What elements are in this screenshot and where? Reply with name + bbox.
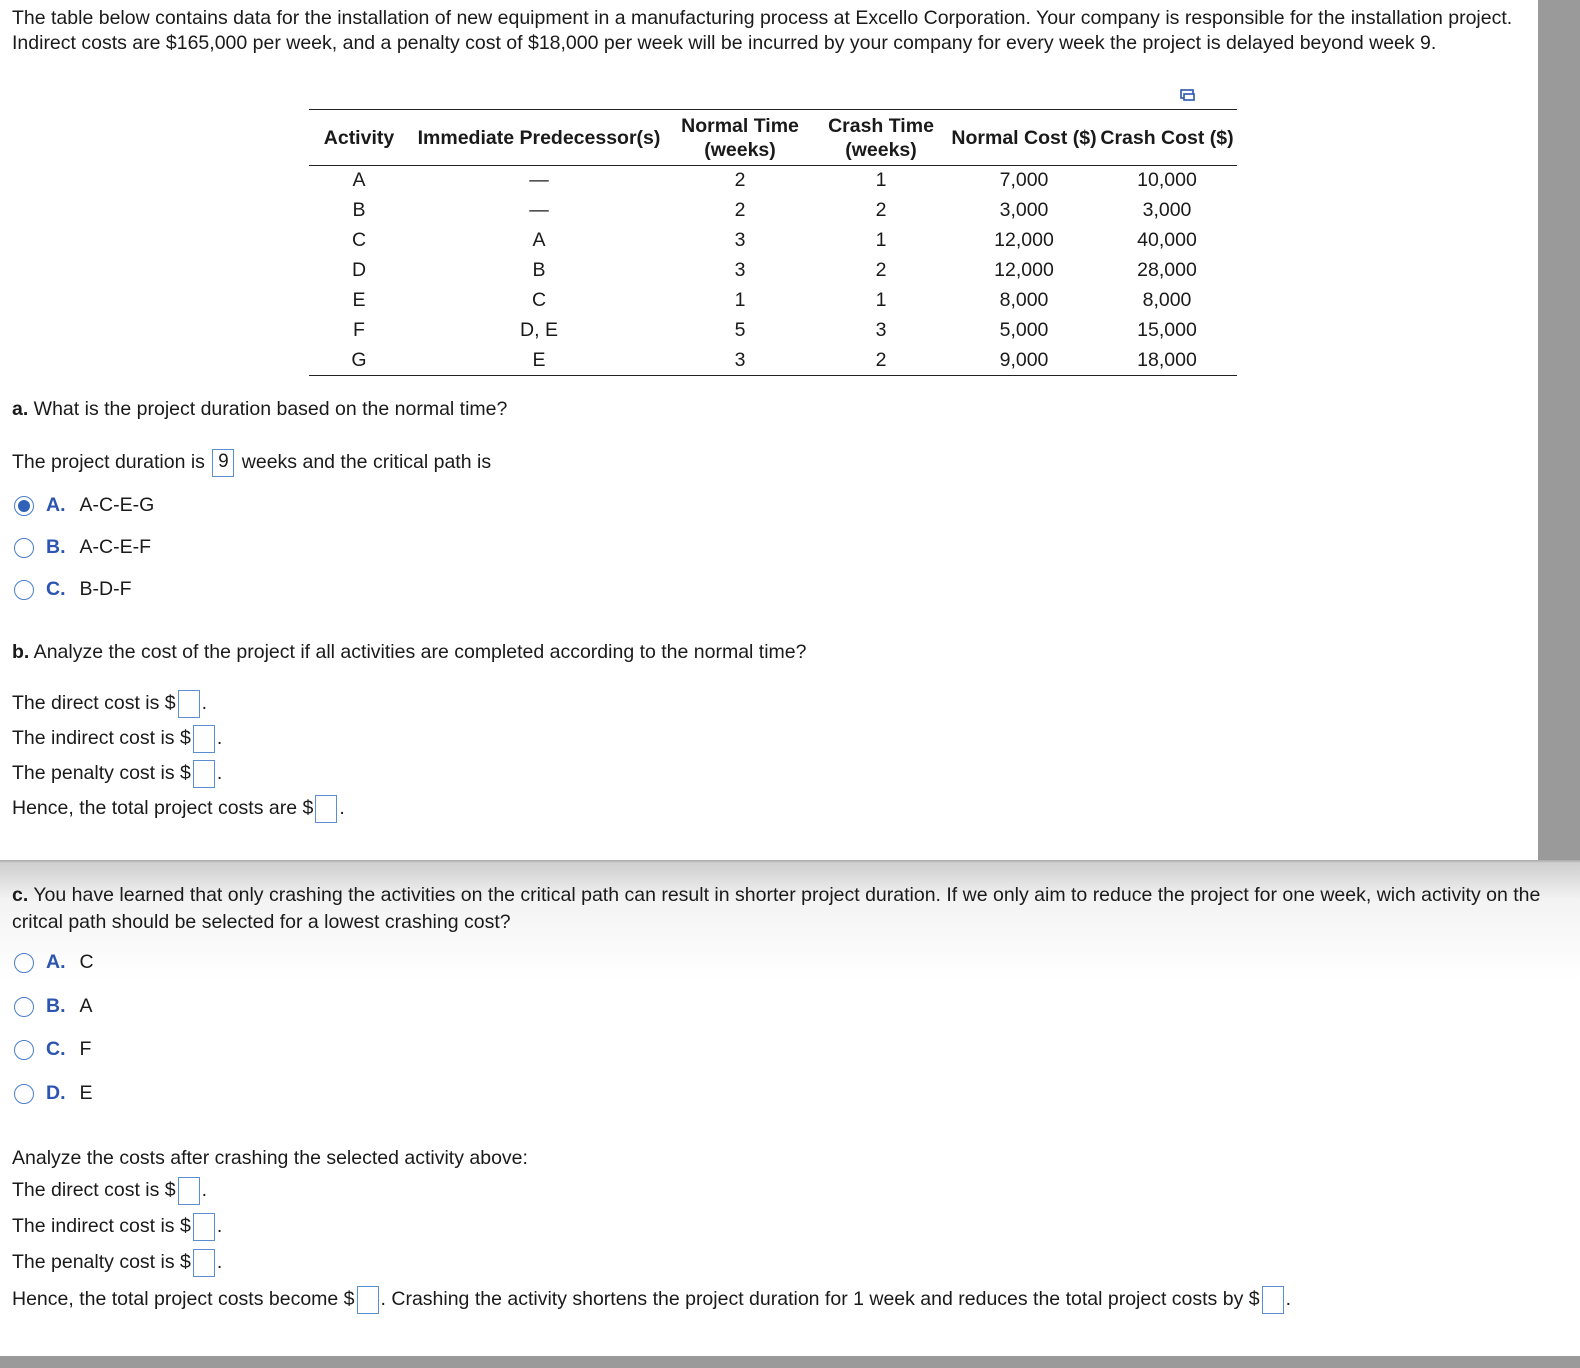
- cell-crash-time: 1: [875, 289, 887, 311]
- cell-normal-time: 2: [734, 169, 746, 192]
- header-normal-cost: Normal Cost ($): [951, 126, 1097, 149]
- part-c-option-4[interactable]: [14, 1082, 93, 1105]
- cell-normal-cost: 8,000: [999, 289, 1049, 311]
- table-row: [309, 316, 1237, 346]
- table-header-row: [309, 110, 1237, 166]
- option-letter: B.: [46, 536, 66, 558]
- radio-button[interactable]: [14, 1084, 34, 1104]
- option-letter: C.: [46, 578, 66, 600]
- radio-button[interactable]: [14, 997, 34, 1017]
- table-row: [309, 256, 1237, 286]
- duration-answer-box[interactable]: 9: [212, 449, 234, 477]
- part-a-question: a. What is the project duration based on the normal time?: [12, 398, 508, 420]
- option-letter: D.: [46, 1082, 66, 1104]
- part-c-analyze-heading: Analyze the costs after crashing the selected activity above:: [12, 1147, 528, 1169]
- part-b-question: b. Analyze the cost of the project if all activities are completed according to the normal time?: [12, 641, 807, 663]
- problem-intro: The table below contains data for the installation of new equipment in a manufacturing process at Excello Corporation. Your company is responsible for the installation project. Indirect costs are $165,000 per week, and a penalty cost of $18,000 per week will be incurred by your company for every week the project is delayed beyond week 9.: [12, 7, 1513, 54]
- part-b-direct-line: The direct cost is $ .: [12, 690, 207, 718]
- b-total-cost-input[interactable]: [315, 795, 337, 823]
- header-predecessors: Immediate Predecessor(s): [417, 126, 661, 149]
- table-row: [309, 196, 1237, 226]
- part-c-total-line: Hence, the total project costs become $ . Crashing the activity shortens the project duration for 1 week and reduces the total project costs by $ .: [12, 1286, 1291, 1314]
- cell-crash-time: 1: [875, 169, 887, 192]
- cell-predecessors: A: [532, 229, 546, 251]
- part-c-option-3[interactable]: [14, 1038, 91, 1061]
- b-direct-cost-input[interactable]: [178, 690, 200, 718]
- cell-normal-time: 5: [734, 319, 746, 341]
- part-b-penalty-line: The penalty cost is $ .: [12, 760, 222, 788]
- copy-table-icon[interactable]: [1180, 89, 1196, 101]
- part-b-indirect-line: The indirect cost is $ .: [12, 725, 222, 753]
- cell-crash-cost: 3,000: [1142, 199, 1192, 221]
- cell-activity: C: [351, 229, 367, 251]
- option-text: A-C-E-G: [79, 494, 155, 516]
- table-row: [309, 286, 1237, 316]
- option-letter: B.: [46, 995, 66, 1017]
- cell-crash-time: 3: [875, 319, 887, 341]
- cell-predecessors: —: [529, 169, 549, 192]
- part-a-option-1[interactable]: [14, 494, 154, 517]
- cell-predecessors: E: [532, 348, 546, 371]
- cell-activity: B: [352, 199, 366, 221]
- cell-activity: D: [351, 259, 367, 281]
- b-penalty-cost-input[interactable]: [193, 760, 215, 788]
- cell-normal-time: 1: [734, 289, 746, 311]
- c-cost-reduction-input[interactable]: [1262, 1286, 1284, 1314]
- activity-table: [309, 109, 1237, 376]
- part-c-question: c. You have learned that only crashing the activities on the critical path can result in shorter project duration. If we only aim to reduce the project for one week, wich activity on the critcal path should be selected for a lowest crashing cost?: [12, 884, 1541, 933]
- cell-crash-time: 1: [875, 229, 887, 251]
- header-normal-time: Normal Time (weeks): [681, 114, 799, 161]
- radio-button[interactable]: [14, 496, 34, 516]
- cell-crash-cost: 15,000: [1137, 319, 1197, 341]
- header-crash-time: Crash Time (weeks): [828, 114, 934, 161]
- header-crash-cost: Crash Cost ($): [1100, 126, 1234, 149]
- cell-normal-cost: 12,000: [994, 229, 1054, 251]
- cell-crash-time: 2: [875, 259, 887, 281]
- cell-activity: A: [352, 169, 366, 192]
- c-indirect-cost-input[interactable]: [193, 1213, 215, 1241]
- cell-predecessors: —: [529, 199, 549, 221]
- bottom-scrollbar[interactable]: [0, 1356, 1580, 1368]
- part-c-penalty-line: The penalty cost is $ .: [12, 1249, 222, 1277]
- option-text: F: [79, 1038, 92, 1060]
- part-c-indirect-line: The indirect cost is $ .: [12, 1213, 222, 1241]
- part-a-duration-line: The project duration is 9 weeks and the critical path is: [12, 449, 491, 477]
- cell-activity: G: [351, 348, 367, 371]
- scrollbar[interactable]: [1538, 0, 1580, 862]
- c-direct-cost-input[interactable]: [178, 1177, 200, 1205]
- cell-activity: F: [353, 319, 365, 341]
- radio-selected-dot: [18, 500, 30, 512]
- option-letter: A.: [46, 951, 66, 973]
- option-letter: C.: [46, 1038, 66, 1060]
- cell-predecessors: D, E: [520, 319, 558, 341]
- cell-crash-cost: 18,000: [1137, 348, 1197, 371]
- option-letter: A.: [46, 494, 66, 516]
- cell-normal-time: 3: [734, 259, 746, 281]
- cell-normal-cost: 5,000: [999, 319, 1049, 341]
- radio-button[interactable]: [14, 1040, 34, 1060]
- cell-crash-cost: 8,000: [1142, 289, 1192, 311]
- cell-normal-cost: 7,000: [999, 169, 1049, 192]
- table-row: [309, 346, 1237, 376]
- option-text: A-C-E-F: [79, 536, 151, 558]
- part-c-option-1[interactable]: [14, 951, 94, 974]
- table-row: [309, 226, 1237, 256]
- cell-predecessors: C: [531, 289, 547, 311]
- option-text: C: [79, 951, 94, 973]
- cell-normal-time: 3: [734, 348, 746, 371]
- cell-activity: E: [352, 289, 366, 311]
- part-b-total-line: Hence, the total project costs are $ .: [12, 795, 345, 823]
- cell-crash-cost: 40,000: [1137, 229, 1197, 251]
- c-penalty-cost-input[interactable]: [193, 1249, 215, 1277]
- radio-button[interactable]: [14, 580, 34, 600]
- cell-predecessors: B: [532, 259, 546, 281]
- part-c-option-2[interactable]: [14, 995, 93, 1018]
- cell-normal-time: 3: [734, 229, 746, 251]
- table-row: [309, 166, 1237, 196]
- header-activity: Activity: [323, 126, 395, 149]
- radio-button[interactable]: [14, 538, 34, 558]
- cell-normal-cost: 9,000: [999, 348, 1049, 371]
- option-text: A: [79, 995, 93, 1017]
- option-text: B-D-F: [79, 578, 132, 600]
- c-total-cost-input[interactable]: [357, 1286, 379, 1314]
- cell-normal-time: 2: [734, 199, 746, 221]
- part-a-option-2[interactable]: [14, 536, 151, 559]
- cell-crash-cost: 10,000: [1137, 169, 1197, 192]
- radio-button[interactable]: [14, 953, 34, 973]
- option-text: E: [79, 1082, 93, 1104]
- cell-crash-cost: 28,000: [1137, 259, 1197, 281]
- cell-normal-cost: 12,000: [994, 259, 1054, 281]
- b-indirect-cost-input[interactable]: [193, 725, 215, 753]
- cell-normal-cost: 3,000: [999, 199, 1049, 221]
- cell-crash-time: 2: [875, 199, 887, 221]
- part-c-direct-line: The direct cost is $ .: [12, 1177, 207, 1205]
- part-a-option-3[interactable]: [14, 578, 132, 601]
- cell-crash-time: 2: [875, 348, 887, 371]
